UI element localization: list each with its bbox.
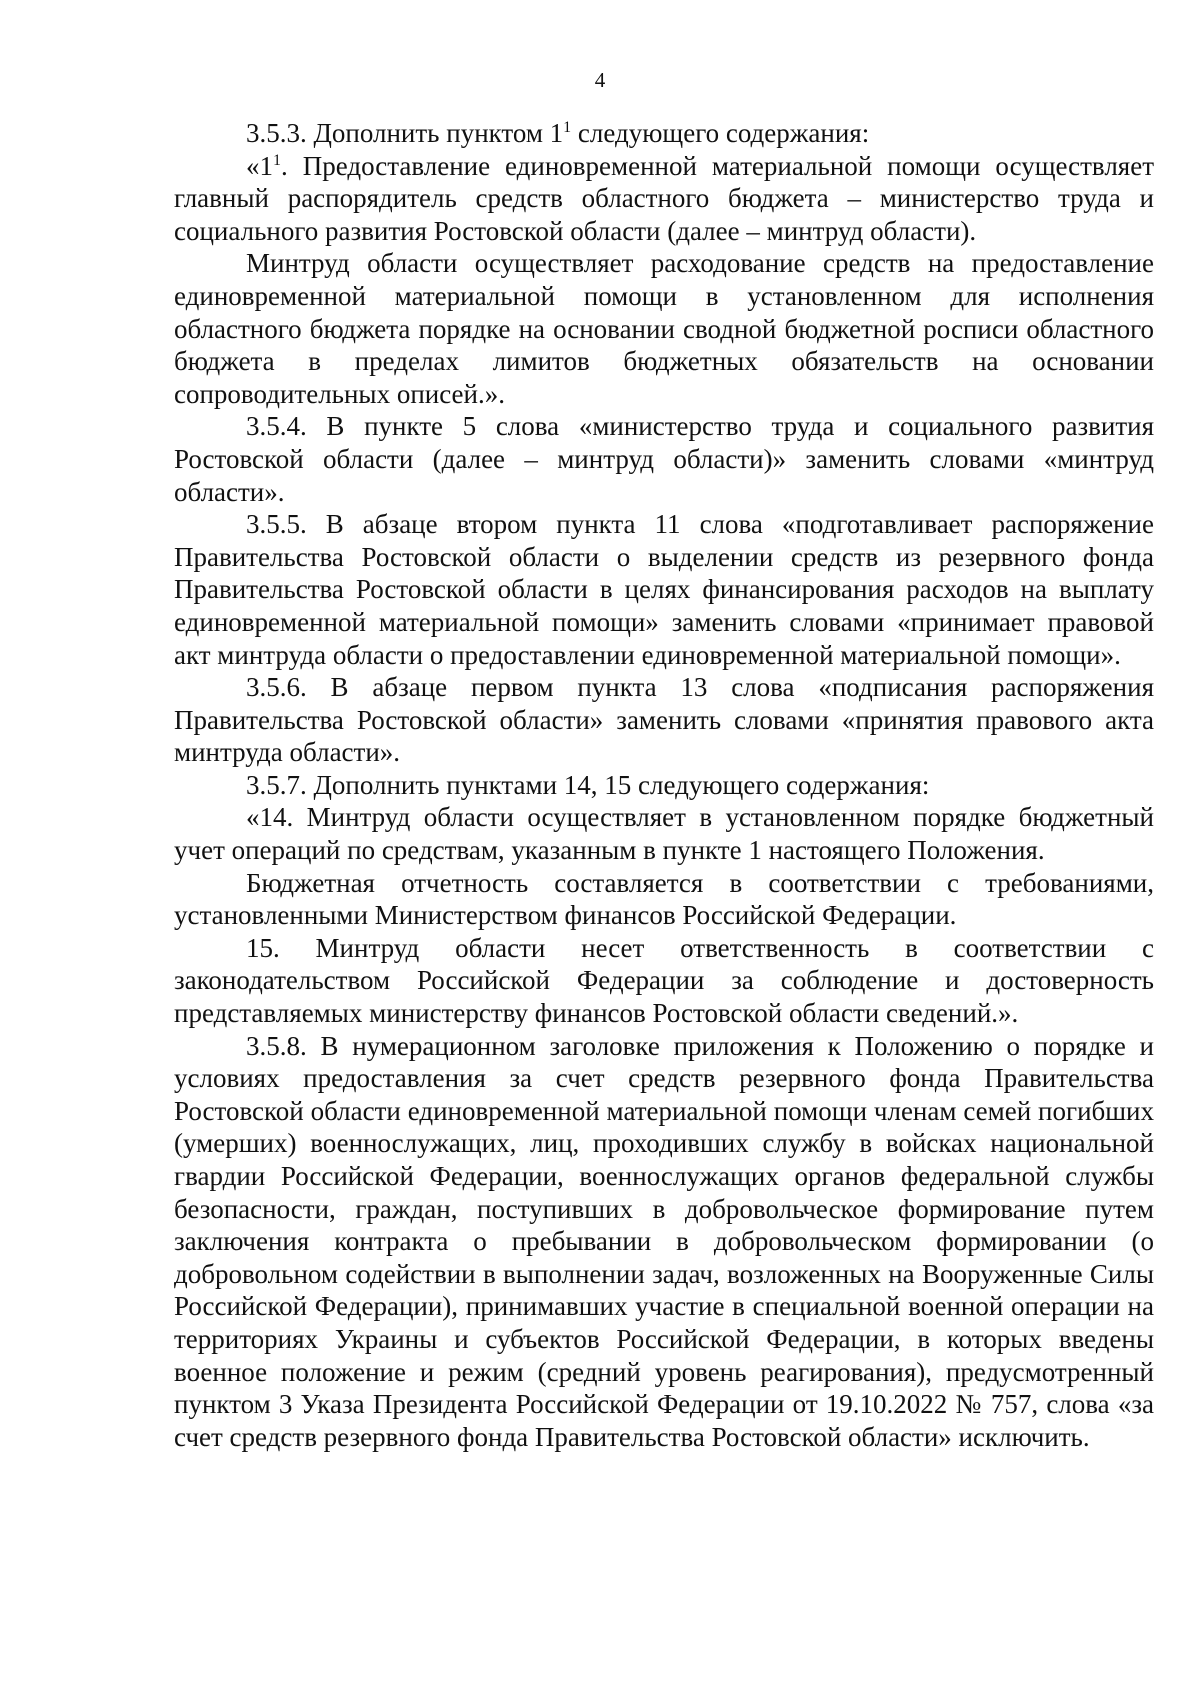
- paragraph-3-5-7: 3.5.7. Дополнить пунктами 14, 15 следующего содержания:: [246, 769, 930, 800]
- paragraph-text: «1: [246, 150, 273, 181]
- paragraph-3-5-6: 3.5.6. В абзаце первом пункта 13 слова «подписания распоряжения Правительства Ростовской области» заменить словами «принятия правового акта минтруда области».: [174, 672, 1154, 768]
- paragraph-3-5-3: [174, 117, 1154, 150]
- paragraph-1-1: [174, 150, 1154, 248]
- paragraph-15: 15. Минтруд области несет ответственность в соответствии с законодательством Российской Федерации за соблюдение и достоверность представляемых министерству финансов Ростовской области сведений.».: [174, 932, 1154, 1029]
- superscript: 1: [563, 119, 572, 136]
- paragraph-reporting: Бюджетная отчетность составляется в соответствии с требованиями, установленными Министерством финансов Российской Федерации.: [174, 867, 1154, 931]
- document-body: [174, 117, 1154, 1453]
- paragraph-text: следующего содержания:: [571, 118, 870, 148]
- paragraph-mintrud-spending: Минтруд области осуществляет расходование средств на предоставление единовременной материальной помощи в установленном для исполнения областного бюджета порядке на основании сводной бюджетной росписи областного бюджета в пределах лимитов бюджетных обязательств на основании сопроводительных описей.».: [174, 248, 1154, 409]
- paragraph-14: «14. Минтруд области осуществляет в установленном порядке бюджетный учет операций по средствам, указанным в пункте 1 настоящего Положения.: [174, 802, 1154, 866]
- paragraph-3-5-8: 3.5.8. В нумерационном заголовке приложения к Положению о порядке и условиях предоставления за счет средств резервного фонда Правительства Ростовской области единовременной материальной помощи членам семей погибших (умерших) военнослужащих, лиц, проходивших службу в войсках национальной гвардии Российской Федерации, военнослужащих органов федеральной службы безопасности, граждан, поступивших в добровольческое формирование путем заключения контракта о пребывании в добровольческом формировании (о добровольном содействии в выполнении задач, возложенных на Вооруженные Силы Российской Федерации), принимавших участие в специальной военной операции на территориях Украины и субъектов Российской Федерации, в которых введены военное положение и режим (средний уровень реагирования), предусмотренный пунктом 3 Указа Президента Российской Федерации от 19.10.2022 № 757, слова «за счет средств резервного фонда Правительства Ростовской области» исключить.: [174, 1030, 1154, 1452]
- page-number: 4: [594, 68, 606, 92]
- paragraph-3-5-4: 3.5.4. В пункте 5 слова «министерство труда и социального развития Ростовской области (далее – минтруд области)» заменить словами «минтруд области».: [174, 411, 1154, 507]
- paragraph-text: . Предоставление единовременной материальной помощи осуществляет главный распорядитель средств областного бюджета – министерство труда и социального развития Ростовской области (далее – минтруд области).: [174, 150, 1154, 246]
- paragraph-3-5-5: 3.5.5. В абзаце втором пункта 11 слова «подготавливает распоряжение Правительства Ростовской области о выделении средств из резервного фонда Правительства Ростовской области в целях финансирования расходов на выплату единовременной материальной помощи» заменить словами «принимает правовой акт минтруда области о предоставлении единовременной материальной помощи».: [174, 509, 1154, 670]
- paragraph-text: 3.5.3. Дополнить пунктом 1: [246, 118, 564, 148]
- superscript: 1: [273, 151, 281, 169]
